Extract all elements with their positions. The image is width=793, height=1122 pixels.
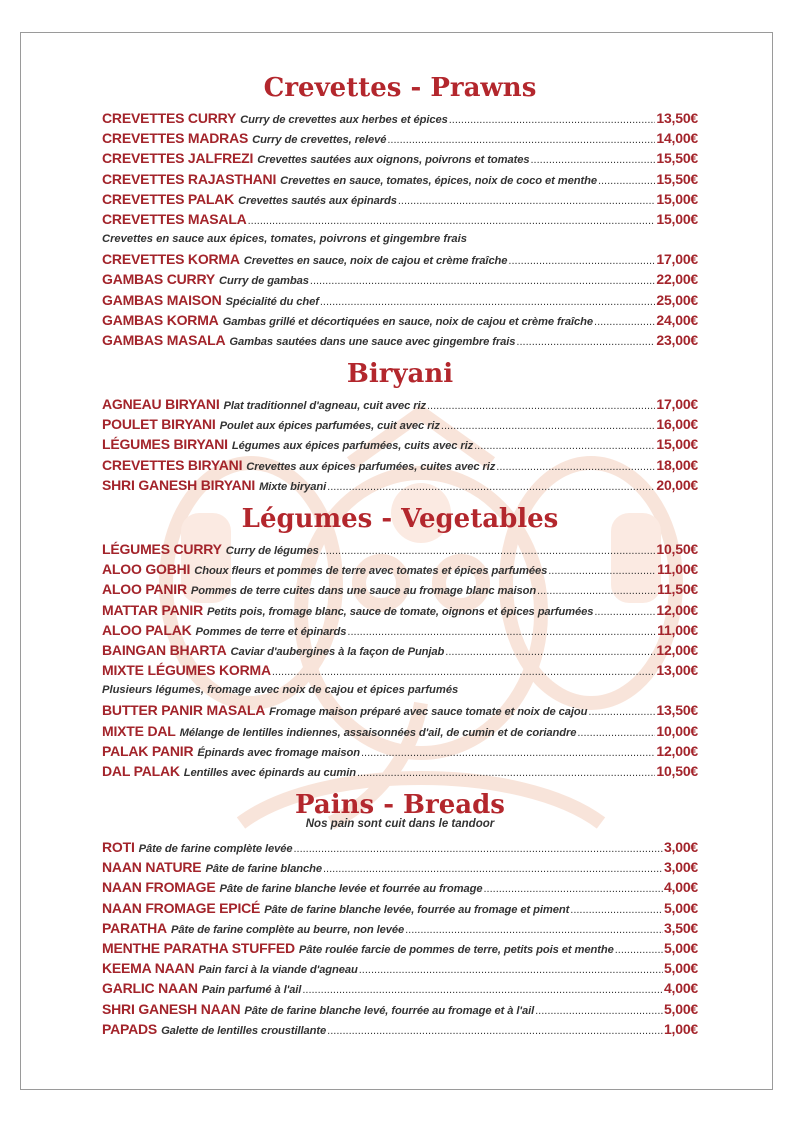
item-price: 16,00€ <box>656 416 698 433</box>
menu-item <box>102 475 698 495</box>
item-description: Plat traditionnel d'agneau, cuit avec riz <box>223 400 426 413</box>
item-name: SHRI GANESH NAAN <box>102 1000 241 1017</box>
dot-leader <box>594 312 655 332</box>
section-title: Biryani <box>346 359 454 390</box>
menu-item <box>102 394 698 414</box>
dot-leader <box>548 561 656 581</box>
menu-section <box>102 503 698 781</box>
item-description: Gambas sautées dans une sauce avec gingembre frais <box>229 335 516 348</box>
item-price: 11,00€ <box>657 621 698 638</box>
item-name: CREVETTES MASALA <box>102 210 247 227</box>
item-price: 5,00€ <box>663 1000 698 1017</box>
menu-item <box>102 938 698 958</box>
item-price: 10,00€ <box>656 722 698 739</box>
item-description: Épinards avec fromage maison <box>197 746 360 759</box>
item-price: 12,00€ <box>656 742 698 759</box>
dot-leader <box>570 900 663 920</box>
item-price: 14,00€ <box>656 130 698 147</box>
item-name: NAAN FROMAGE <box>102 879 216 896</box>
dot-leader <box>483 879 662 899</box>
dot-leader <box>272 662 656 682</box>
item-name: MIXTE DAL <box>102 722 176 739</box>
menu-item <box>102 978 698 998</box>
item-description: Gambas grillé et décortiquées en sauce, noix de cajou et crème fraîche <box>222 315 594 328</box>
dot-leader <box>320 541 656 561</box>
menu-item <box>102 269 698 289</box>
item-description: Crevettes aux épices parfumées, cuites avec riz <box>246 460 496 473</box>
item-name: ALOO GOBHI <box>102 561 191 578</box>
item-description: Galette de lentilles croustillante <box>161 1024 327 1037</box>
menu-item <box>102 434 698 454</box>
item-description: Lentilles avec épinards au cumin <box>183 766 356 779</box>
item-name: CREVETTES JALFREZI <box>102 150 254 167</box>
menu-item <box>102 660 698 680</box>
item-price: 12,00€ <box>656 641 698 658</box>
item-price: 10,50€ <box>656 762 698 779</box>
dot-leader <box>357 763 655 783</box>
item-name: LÉGUMES BIRYANI <box>102 436 228 453</box>
menu-item <box>102 837 698 857</box>
item-description: Pâte de farine complète au beurre, non levée <box>170 923 405 936</box>
item-name: SHRI GANESH BIRYANI <box>102 476 256 493</box>
item-description: Mixte biryani <box>259 480 327 493</box>
item-description-line: Plusieurs légumes, fromage avec noix de cajou et épices parfumés <box>102 684 459 697</box>
item-name: GARLIC NAAN <box>102 980 198 997</box>
dot-leader <box>535 1001 663 1021</box>
menu-item <box>102 290 698 310</box>
item-name: AGNEAU BIRYANI <box>102 396 220 413</box>
item-name: CREVETTES CURRY <box>102 110 237 126</box>
item-name: PAPADS <box>102 1020 158 1037</box>
item-name: GAMBAS CURRY <box>102 271 215 288</box>
menu-item <box>102 579 698 599</box>
item-description: Poulet aux épices parfumées, cuit avec riz <box>219 420 440 433</box>
dot-leader <box>361 743 655 763</box>
item-description: Pommes de terre cuites dans une sauce au fromage blanc maison <box>190 585 537 598</box>
dot-leader <box>310 271 655 291</box>
item-price: 12,00€ <box>656 601 698 618</box>
dot-leader <box>327 477 655 497</box>
item-name: POULET BIRYANI <box>102 416 216 433</box>
menu-item <box>102 741 698 761</box>
item-description: Légumes aux épices parfumées, cuits avec riz <box>231 440 474 453</box>
item-price: 15,50€ <box>656 170 698 187</box>
menu-item <box>102 310 698 330</box>
menu-item <box>102 877 698 897</box>
item-price: 13,50€ <box>656 702 698 719</box>
item-price: 13,00€ <box>656 662 698 679</box>
menu-item <box>102 108 698 128</box>
section-title: Légumes - Vegetables <box>241 504 559 534</box>
item-description: Mélange de lentilles indiennes, assaisonnées d'ail, de cumin et de coriandre <box>179 726 577 739</box>
item-price: 24,00€ <box>656 311 698 328</box>
item-price: 17,00€ <box>656 251 698 268</box>
dot-leader <box>449 110 656 130</box>
menu-section <box>102 358 698 495</box>
dot-leader <box>327 1021 663 1041</box>
item-name: CREVETTES BIRYANI <box>102 456 243 473</box>
dot-leader <box>531 150 656 170</box>
item-name: NAAN FROMAGE EPICÉ <box>102 899 261 916</box>
item-name: LÉGUMES CURRY <box>102 541 222 557</box>
dot-leader <box>427 396 655 416</box>
dot-leader <box>347 622 656 642</box>
section-title: Pains - Breads <box>295 790 505 821</box>
section-title: Crevettes - Prawns <box>263 73 537 103</box>
menu-item <box>102 414 698 434</box>
item-price: 5,00€ <box>663 940 698 956</box>
dot-leader <box>441 416 655 436</box>
item-name: BAINGAN BHARTA <box>102 641 227 658</box>
dot-leader <box>359 960 663 980</box>
item-description: Curry de légumes <box>225 545 319 557</box>
dot-leader <box>594 602 655 622</box>
item-price: 15,50€ <box>656 150 698 167</box>
dot-leader <box>320 292 656 312</box>
section-subtitle: Nos pain sont cuit dans le tandoor <box>305 818 495 831</box>
menu-item <box>102 640 698 660</box>
item-name: GAMBAS MASALA <box>102 331 226 348</box>
item-price: 25,00€ <box>656 291 698 308</box>
item-price: 3,50€ <box>663 919 698 936</box>
item-description: Choux fleurs et pommes de terre avec tomates et épices parfumées <box>194 565 548 578</box>
item-description: Pommes de terre et épinards <box>195 625 347 638</box>
item-description: Spécialité du chef <box>225 295 319 308</box>
item-price: 23,00€ <box>656 331 698 348</box>
item-price: 11,00€ <box>657 561 698 578</box>
item-price: 4,00€ <box>663 980 698 997</box>
menu-item <box>102 918 698 938</box>
item-description: Curry de crevettes aux herbes et épices <box>240 114 448 126</box>
dot-leader <box>598 171 655 191</box>
dot-leader <box>516 332 655 352</box>
menu-item <box>102 600 698 620</box>
menu-item <box>102 700 698 720</box>
item-name: NAAN NATURE <box>102 859 202 876</box>
menu-item <box>102 857 698 877</box>
item-price: 18,00€ <box>656 456 698 473</box>
item-description: Pâte de farine blanche levée, fourrée au fromage et piment <box>264 903 570 916</box>
item-description: Pâte de farine blanche levé, fourrée au fromage et à l'ail <box>244 1004 535 1017</box>
item-price: 11,50€ <box>657 581 698 598</box>
dot-leader <box>398 191 656 211</box>
item-description: Crevettes sautées aux oignons, poivrons et tomates <box>257 154 530 167</box>
dot-leader <box>474 436 655 456</box>
dot-leader <box>508 251 655 271</box>
item-description: Caviar d'aubergines à la façon de Punjab <box>230 645 445 658</box>
item-description: Pâte de farine complète levée <box>138 843 293 856</box>
item-description: Pâte de farine blanche <box>205 863 322 876</box>
item-name: PALAK PANIR <box>102 742 194 759</box>
item-description: Pain parfumé à l'ail <box>201 984 302 997</box>
menu-item <box>102 148 698 168</box>
item-description: Fromage maison préparé avec sauce tomate et noix de cajou <box>269 706 588 719</box>
menu-item <box>102 128 698 148</box>
item-price: 4,00€ <box>663 879 698 896</box>
item-name: CREVETTES KORMA <box>102 251 240 268</box>
item-name: CREVETTES MADRAS <box>102 130 249 147</box>
menu-item <box>102 761 698 781</box>
item-name: MENTHE PARATHA STUFFED <box>102 940 295 956</box>
item-price: 5,00€ <box>663 899 698 916</box>
dot-leader <box>248 211 656 231</box>
item-name: BUTTER PANIR MASALA <box>102 702 266 719</box>
item-description: Crevettes en sauce, noix de cajou et crème fraîche <box>243 255 508 268</box>
item-description-line: Crevettes en sauce aux épices, tomates, poivrons et gingembre frais <box>102 233 467 246</box>
menu-content <box>102 72 698 1039</box>
item-price: 17,00€ <box>656 396 698 413</box>
item-name: ROTI <box>102 839 135 856</box>
menu-item <box>102 539 698 559</box>
dot-leader <box>496 457 655 477</box>
item-name: KEEMA NAAN <box>102 960 195 977</box>
dot-leader <box>405 920 663 940</box>
menu-section <box>102 72 698 350</box>
item-description: Pâte roulée farcie de pommes de terre, petits pois et menthe <box>298 944 614 956</box>
item-description: Pain farci à la viande d'agneau <box>198 964 358 977</box>
item-price: 15,00€ <box>656 210 698 227</box>
item-description: Curry de crevettes, relevé <box>252 134 387 147</box>
item-name: CREVETTES PALAK <box>102 190 235 207</box>
item-name: MATTAR PANIR <box>102 601 204 618</box>
dot-leader <box>293 839 663 859</box>
item-name: DAL PALAK <box>102 762 180 779</box>
item-price: 15,00€ <box>656 190 698 207</box>
dot-leader <box>537 581 656 601</box>
menu-item <box>102 249 698 269</box>
menu-item <box>102 209 698 229</box>
menu-section <box>102 789 698 1039</box>
item-name: CREVETTES RAJASTHANI <box>102 170 277 187</box>
item-description: Curry de gambas <box>218 275 309 288</box>
item-price: 20,00€ <box>656 476 698 493</box>
item-name: ALOO PALAK <box>102 621 192 638</box>
dot-leader <box>387 130 655 150</box>
item-price: 10,50€ <box>656 541 698 557</box>
item-description: Pâte de farine blanche levée et fourrée au fromage <box>219 883 483 896</box>
dot-leader <box>445 642 655 662</box>
item-description: Petits pois, fromage blanc, sauce de tomate, oignons et épices parfumées <box>207 605 594 618</box>
item-name: GAMBAS KORMA <box>102 311 219 328</box>
dot-leader <box>588 702 655 722</box>
item-description: Crevettes sautés aux épinards <box>238 194 397 207</box>
dot-leader <box>302 980 663 1000</box>
item-price: 5,00€ <box>663 960 698 977</box>
menu-item <box>102 898 698 918</box>
menu-item <box>102 559 698 579</box>
menu-item <box>102 455 698 475</box>
item-name: GAMBAS MAISON <box>102 291 222 308</box>
dot-leader <box>323 859 663 879</box>
item-price: 1,00€ <box>663 1020 698 1037</box>
item-name: PARATHA <box>102 919 167 936</box>
item-price: 13,50€ <box>656 110 698 126</box>
menu-item <box>102 1019 698 1039</box>
menu-item <box>102 330 698 350</box>
menu-item <box>102 169 698 189</box>
menu-item <box>102 958 698 978</box>
dot-leader <box>577 723 655 743</box>
menu-item <box>102 721 698 741</box>
item-description: Crevettes en sauce, tomates, épices, noix de coco et menthe <box>280 174 597 187</box>
menu-item <box>102 189 698 209</box>
item-price: 15,00€ <box>656 436 698 453</box>
menu-item <box>102 999 698 1019</box>
item-price: 3,00€ <box>663 859 698 876</box>
dot-leader <box>615 940 663 960</box>
item-price: 22,00€ <box>656 271 698 288</box>
item-name: ALOO PANIR <box>102 581 187 598</box>
item-price: 3,00€ <box>663 839 698 856</box>
item-name: MIXTE LÉGUMES KORMA <box>102 662 271 679</box>
menu-item <box>102 620 698 640</box>
